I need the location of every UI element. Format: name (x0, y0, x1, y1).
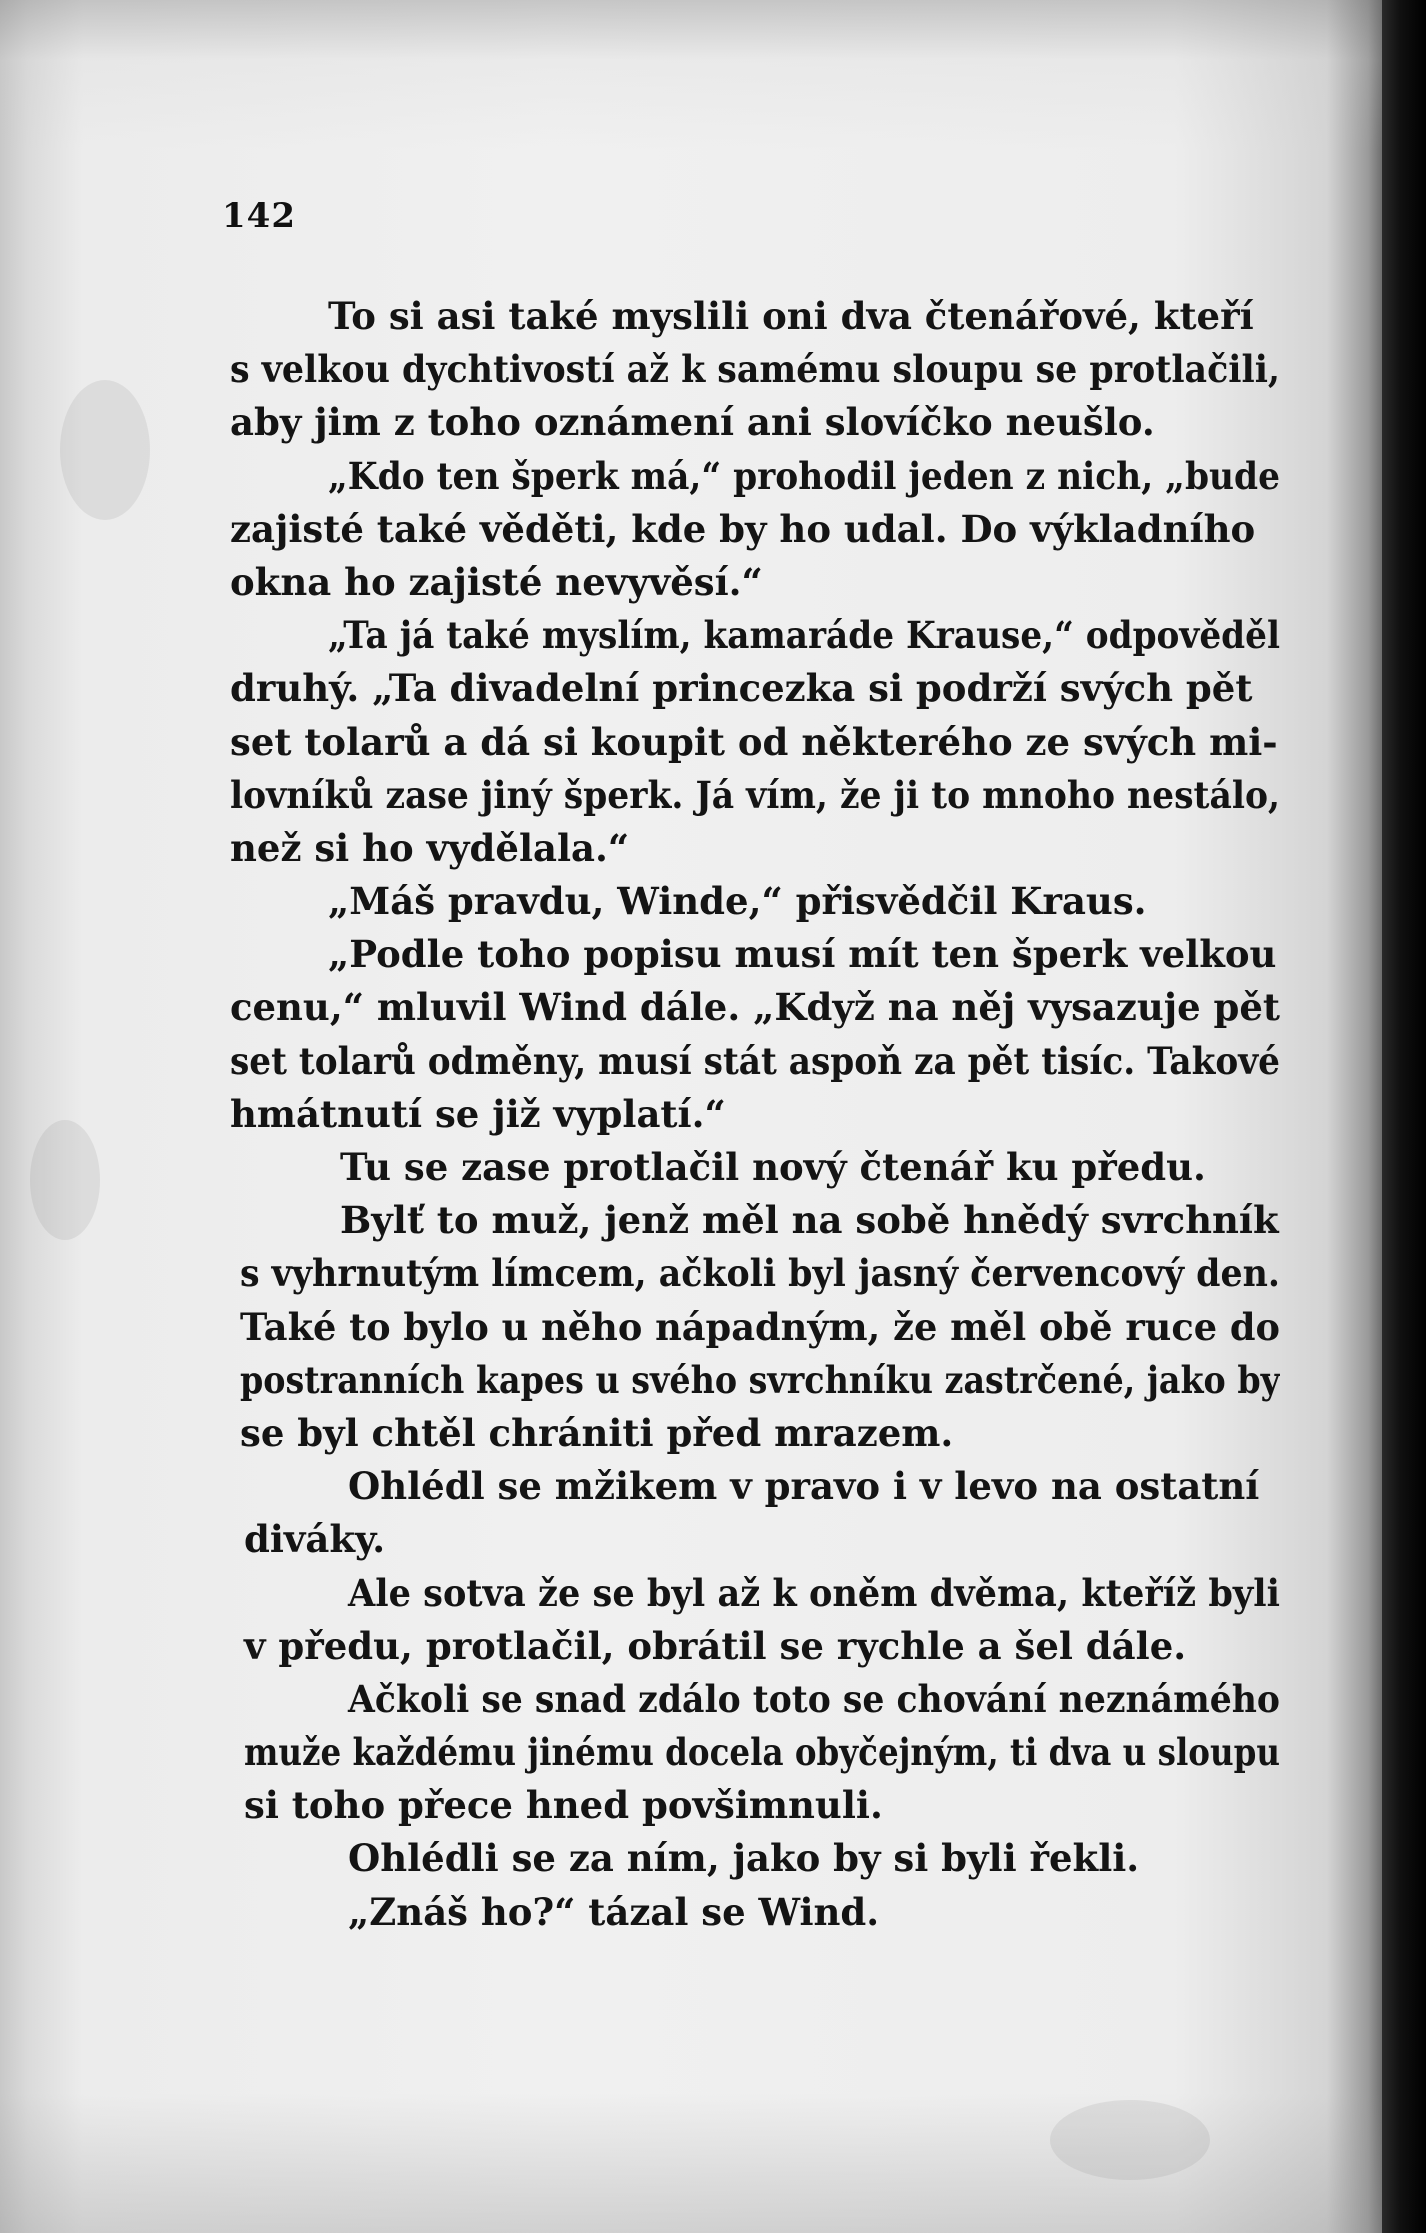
text-line (230, 1301, 1280, 1354)
text-line (230, 609, 1280, 662)
text-line (230, 1194, 1280, 1247)
text-line-content: Ohlédl se mžikem v pravo i v levo na ostatní (348, 1464, 1260, 1509)
paper-stain (1050, 2100, 1210, 2180)
text-line-content: s vyhrnutým límcem, ačkoli byl jasný červencový den. (240, 1251, 1280, 1296)
text-line (230, 503, 1280, 556)
text-line (230, 1620, 1280, 1673)
text-line (230, 716, 1280, 769)
text-line-content: cenu,“ mluvil Wind dále. „Když na něj vysazuje pět (230, 985, 1280, 1030)
page-top-shading (0, 0, 1382, 150)
text-line (230, 769, 1280, 822)
text-line (230, 450, 1280, 503)
text-line-content: „Podle toho popisu musí mít ten šperk velkou (328, 932, 1277, 977)
text-line-content: lovníků zase jiný šperk. Já vím, že ji to mnoho nestálo, (230, 772, 1280, 817)
text-line-content: Tu se zase protlačil nový čtenář ku předu. (340, 1145, 1206, 1189)
text-line-content: hmátnutí se již vyplatí.“ (230, 1091, 726, 1136)
text-line (230, 1779, 1280, 1832)
text-line-content: Ačkoli se snad zdálo toto se chování neznámého (348, 1676, 1280, 1721)
text-line-content: druhý. „Ta divadelní princezka si podrží svých pět (230, 666, 1253, 711)
text-line (230, 981, 1280, 1034)
text-line-content: než si ho vydělala.“ (230, 825, 630, 870)
text-line (230, 1141, 1280, 1194)
text-line (230, 1247, 1280, 1300)
text-line (230, 1567, 1280, 1620)
text-line (230, 1673, 1280, 1726)
text-line-content: aby jim z toho oznámení ani slovíčko neušlo. (230, 400, 1155, 445)
text-line (230, 1460, 1280, 1513)
body-text (230, 290, 1280, 1939)
text-line (230, 1726, 1280, 1779)
text-line-content: postranních kapes u svého svrchníku zastrčené, jako by (240, 1357, 1280, 1402)
paper-stain (60, 380, 150, 520)
text-line-content: se byl chtěl chrániti před mrazem. (240, 1410, 954, 1455)
paper-stain (30, 1120, 100, 1240)
text-line-content: si toho přece hned povšimnuli. (244, 1783, 883, 1828)
text-line (230, 928, 1280, 981)
page-number: 142 (222, 196, 296, 236)
text-line-content: „Máš pravdu, Winde,“ přisvědčil Kraus. (328, 879, 1147, 924)
text-line-content: muže každému jinému docela obyčejným, ti dva u sloupu (244, 1730, 1280, 1775)
text-line-content: okna ho zajisté nevyvěsí.“ (230, 559, 763, 604)
text-line (230, 1832, 1280, 1885)
text-line-content: set tolarů a dá si koupit od některého ze svých mi- (230, 719, 1278, 764)
text-line-content: s velkou dychtivostí až k samému sloupu se protlačili, (230, 347, 1280, 392)
text-line-content: „Kdo ten šperk má,“ prohodil jeden z nich, „bude (328, 453, 1280, 498)
text-line (230, 875, 1280, 928)
text-line-content: „Znáš ho?“ tázal se Wind. (348, 1889, 880, 1934)
text-line (230, 396, 1280, 449)
text-line-content: v předu, protlačil, obrátil se rychle a šel dále. (244, 1623, 1187, 1668)
text-line (230, 556, 1280, 609)
text-line-content: zajisté také věděti, kde by ho udal. Do výkladního (230, 506, 1256, 551)
text-line (230, 343, 1280, 396)
text-line-content: Ale sotva že se byl až k oněm dvěma, kteříž byli (348, 1570, 1280, 1615)
text-line-content: „Ta já také myslím, kamaráde Krause,“ odpověděl (328, 613, 1280, 658)
text-line-content: Ohlédli se za ním, jako by si byli řekli. (348, 1836, 1140, 1881)
text-line (230, 822, 1280, 875)
text-line-content: Také to bylo u něho nápadným, že měl obě ruce do (240, 1304, 1280, 1349)
text-line (230, 1088, 1280, 1141)
text-line (230, 1407, 1280, 1460)
text-line-content: diváky. (244, 1517, 386, 1562)
scan-edge-shadow (1382, 0, 1426, 2233)
text-line (230, 1035, 1280, 1088)
text-line (230, 290, 1280, 343)
text-line (230, 1354, 1280, 1407)
text-line (230, 1513, 1280, 1566)
text-line (230, 662, 1280, 715)
text-line-content: To si asi také myslili oni dva čtenářové, kteří (328, 294, 1254, 338)
text-line (230, 1886, 1280, 1939)
text-line-content: Bylť to muž, jenž měl na sobě hnědý svrchník (340, 1198, 1279, 1243)
text-line-content: set tolarů odměny, musí stát aspoň za pět tisíc. Takové (230, 1038, 1280, 1083)
